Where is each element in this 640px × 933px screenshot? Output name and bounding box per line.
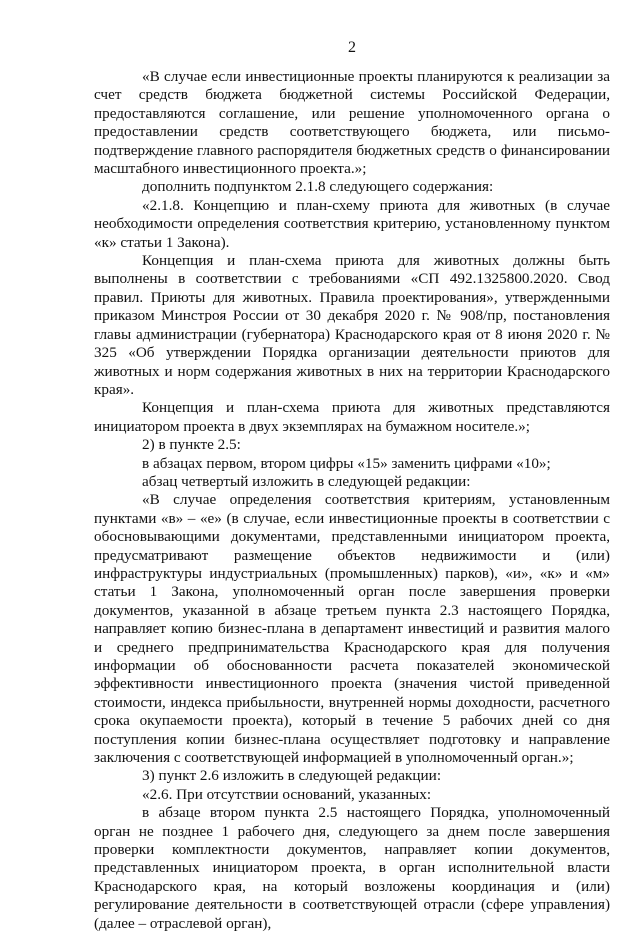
paragraph: «В случае если инвестиционные проекты планируются к реализации за счет средств бюджета бюджетной системы Российской Федерации, предоставляются соглашение, или решение уполномоченного органа о предоставлении средств соответствующего бюджета, или письмо-подтверждение главного распорядителя бюджетных средств о финансировании масштабного инвестиционного проекта.»; <box>94 68 610 178</box>
paragraph: дополнить подпунктом 2.1.8 следующего содержания: <box>142 178 494 196</box>
paragraph: Концепция и план-схема приюта для животных представляются инициатором проекта в двух экземплярах на бумажном носителе.»; <box>94 399 610 435</box>
paragraph: Концепция и план-схема приюта для животных должны быть выполнены в соответствии с требованиями «СП 492.1325800.2020. Свод правил. Приюты для животных. Правила проектирования», утвержденными приказом Минстроя России от 30 декабря 2020 г. № 908/пр, постановления главы администрации (губернатора) Краснодарского края от 8 июня 2020 г. № 325 «Об утверждении Порядка организации деятельности приютов для животных и норм содержания животных в них на территории Краснодарского края». <box>94 252 610 398</box>
paragraph: в абзаце втором пункта 2.5 настоящего Порядка, уполномоченный орган не позднее 1 рабочего дня, следующего за днем после завершения проверки комплектности документов, направляет копии документов, представленных инициатором проекта, в орган исполнительной власти Краснодарского края, на который возложены координация и (или) регулирование деятельности в соответствующей отрасли (сфере управления) (далее – отраслевой орган), <box>94 804 610 932</box>
paragraph: «2.1.8. Концепцию и план-схему приюта для животных (в случае необходимости определения соответствия критерию, установленному пунктом «к» статьи 1 Закона). <box>94 196 610 251</box>
paragraph: 3) пункт 2.6 изложить в следующей редакции: <box>142 767 442 785</box>
page-number: 2 <box>348 39 356 56</box>
paragraph: «В случае определения соответствия критериям, установленным пунктами «в» – «е» (в случае, если инвестиционные проекты в соответствии с обосновывающими документами, представленными инициатором проекта, предусматривают размещение объектов недвижимости и (или) инфраструктуры индустриальных (промышленных) парков), «и», «к» и «м» статьи 1 Закона, уполномоченный орган после завершения проверки документов, указанной в абзаце третьем пункта 2.3 настоящего Порядка, направляет копию бизнес-плана в департамент инвестиций и развития малого и среднего предпринимательства Краснодарского края для получения информации об обоснованности расчета показателей экономической эффективности инвестиционного проекта (значения чистой приведенной стоимости, индекса прибыльности, внутренней нормы доходности, расчетного срока окупаемости проекта), который в течение 5 рабочих дней со дня поступления копии бизнес-плана осуществляет подготовку и направление заключения с соответствующей информацией в уполномоченный орган.»; <box>94 491 610 767</box>
paragraph: в абзацах первом, втором цифры «15» заменить цифрами «10»; <box>142 454 551 472</box>
paragraph: 2) в пункте 2.5: <box>142 436 241 454</box>
paragraph: «2.6. При отсутствии оснований, указанных: <box>142 785 432 803</box>
paragraph: абзац четвертый изложить в следующей редакции: <box>142 472 471 490</box>
